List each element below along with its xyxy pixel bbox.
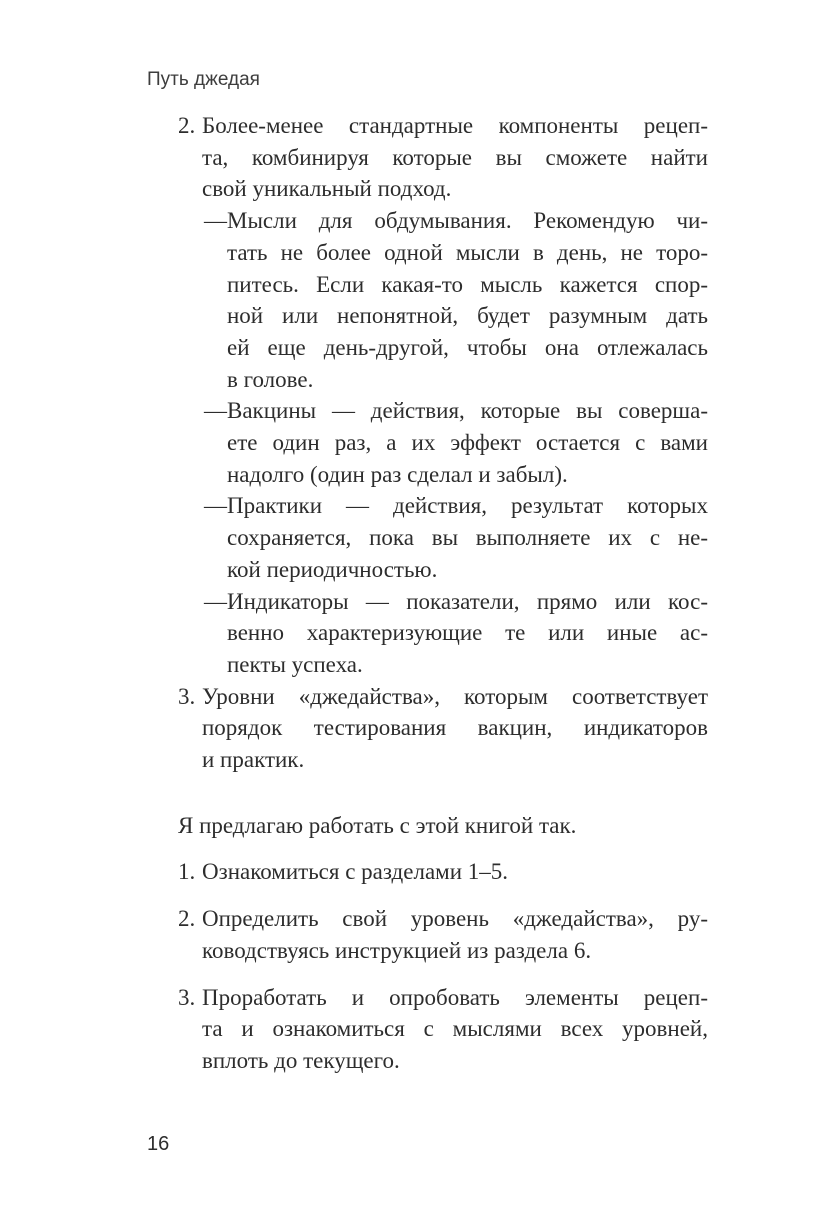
text-line: порядок тестирования вакцин, индикаторов	[202, 715, 708, 741]
list-marker: 2.	[178, 906, 196, 932]
text-line: Ознакомиться с разделами 1–5.	[202, 859, 509, 885]
text-line: ей еще день-другой, чтобы она отлежалась	[227, 334, 708, 360]
paragraph	[178, 810, 708, 842]
list-item	[178, 395, 708, 490]
text-line: Я предлагаю работать с этой книгой так.	[178, 812, 577, 838]
list-marker: —	[204, 208, 227, 234]
list-item	[178, 856, 708, 888]
list-marker: 2.	[178, 113, 196, 138]
text-line: та и ознакомиться с мыслями всех уровней,	[202, 1016, 708, 1042]
text-line: ете один раз, а их эффект остается с вами	[227, 430, 708, 456]
text-line: та, комбинируя которые вы сможете найти	[202, 144, 708, 170]
page-content	[178, 110, 708, 1077]
list-item	[178, 681, 708, 776]
text-line: кой периодичностью.	[227, 556, 438, 582]
text-line: тать не более одной мысли в день, не торо-	[227, 239, 708, 265]
text-line: в голове.	[227, 366, 314, 392]
list-item	[178, 205, 708, 395]
text-line: питесь. Если какая-то мысль кажется спор-	[227, 271, 708, 297]
page-number: 16	[147, 1133, 170, 1155]
text-line: пекты успеха.	[227, 651, 363, 677]
list-item	[178, 903, 708, 966]
list-marker: —	[204, 493, 227, 519]
text-line: Проработать и опробовать элементы рецеп-	[202, 984, 708, 1010]
text-line: надолго (один раз сделал и забыл).	[227, 461, 568, 487]
text-line: венно характеризующие те или иные ас-	[227, 620, 708, 646]
list-marker: —	[204, 588, 227, 614]
text-line: Уровни «джедайства», которым соответствует	[202, 683, 708, 709]
text-line: ной или непонятной, будет разумным дать	[227, 303, 708, 329]
list-marker: 1.	[178, 859, 196, 885]
text-line: ководствуясь инструкцией из раздела 6.	[202, 937, 592, 963]
text-line: и практик.	[202, 747, 305, 773]
text-line: вплоть до текущего.	[202, 1047, 400, 1073]
text-line: Практики — действия, результат которых	[227, 493, 708, 519]
text-line: Более-менее стандартные компоненты рецеп-	[202, 113, 708, 138]
text-line: Определить свой уровень «джедайства», ру-	[202, 906, 708, 932]
list-item	[178, 586, 708, 681]
text-line: Индикаторы — показатели, прямо или кос-	[227, 588, 708, 614]
text-line: сохраняется, пока вы выполняете их с не-	[227, 525, 708, 551]
list-item	[178, 110, 708, 205]
list-marker: 3.	[178, 984, 196, 1010]
list-item	[178, 982, 708, 1077]
running-header: Путь джедая	[147, 69, 260, 90]
text-line: Мысли для обдумывания. Рекомендую чи-	[227, 208, 708, 234]
list-marker: 3.	[178, 683, 196, 709]
list-item	[178, 490, 708, 585]
list-marker: —	[204, 398, 227, 424]
text-line: свой уникальный подход.	[202, 176, 452, 202]
text-line: Вакцины — действия, которые вы соверша-	[227, 398, 708, 424]
